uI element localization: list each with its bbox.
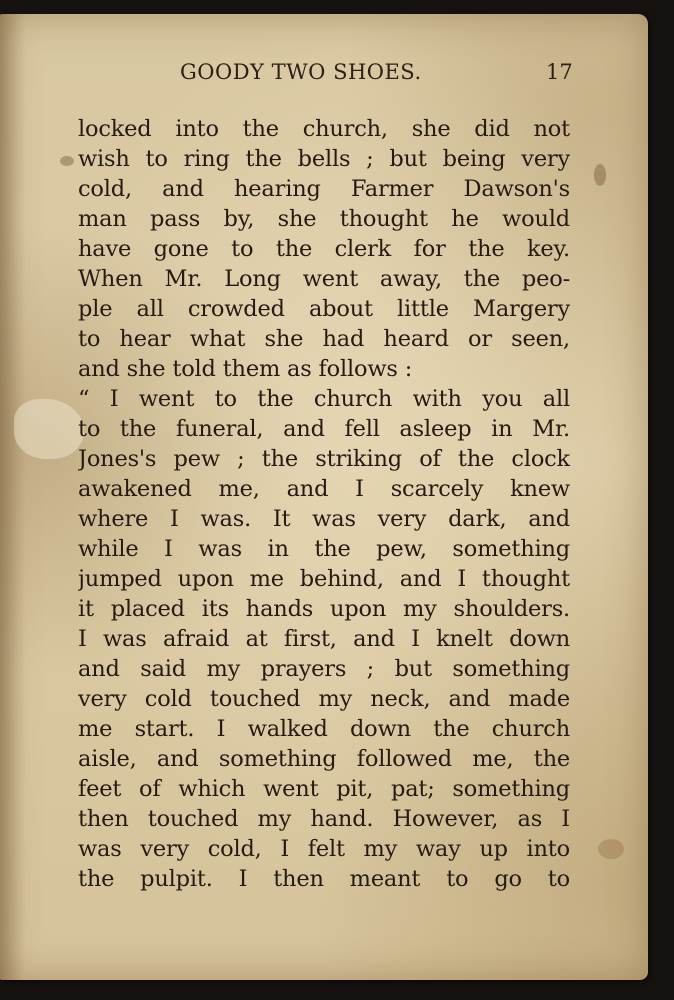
page-header [0, 60, 648, 100]
text-line: man pass by, she thought he would [78, 206, 570, 232]
text-line: wish to ring the bells ; but being very [78, 146, 570, 172]
text-line: then touched my hand. However, as I [78, 806, 570, 832]
text-line: cold, and hearing Farmer Dawson's [78, 176, 570, 202]
paper-stain [594, 164, 606, 186]
text-line: awakened me, and I scarcely knew [78, 476, 570, 502]
text-line: have gone to the clerk for the key. [78, 236, 570, 262]
text-line: it placed its hands upon my shoulders. [78, 596, 570, 622]
text-line: while I was in the pew, something [78, 536, 570, 562]
text-line: feet of which went pit, pat; something [78, 776, 570, 802]
text-line: ple all crowded about little Margery [78, 296, 570, 322]
text-line: to hear what she had heard or seen, [78, 326, 570, 352]
text-line: locked into the church, she did not [78, 116, 570, 142]
text-line: and said my prayers ; but something [78, 656, 570, 682]
text-line: where I was. It was very dark, and [78, 506, 570, 532]
text-line: When Mr. Long went away, the peo- [78, 266, 570, 292]
page-number: 17 [546, 60, 573, 84]
body-text [78, 114, 570, 894]
paper-stain [598, 839, 624, 859]
paper-stain [60, 156, 74, 166]
text-line: the pulpit. I then meant to go to [78, 866, 570, 892]
text-line: and she told them as follows : [78, 356, 413, 382]
text-line: to the funeral, and fell asleep in Mr. [78, 416, 570, 442]
text-line: me start. I walked down the church [78, 716, 570, 742]
text-line: Jones's pew ; the striking of the clock [78, 446, 570, 472]
running-title: GOODY TWO SHOES. [180, 60, 422, 84]
text-line: I was afraid at first, and I knelt down [78, 626, 570, 652]
binding-gutter [0, 14, 26, 980]
text-line: was very cold, I felt my way up into [78, 836, 570, 862]
text-line: “ I went to the church with you all [78, 386, 570, 412]
paper-stain [14, 399, 84, 459]
text-line: jumped upon me behind, and I thought [78, 566, 570, 592]
text-line: very cold touched my neck, and made [78, 686, 570, 712]
text-line: aisle, and something followed me, the [78, 746, 570, 772]
book-page [0, 14, 648, 980]
